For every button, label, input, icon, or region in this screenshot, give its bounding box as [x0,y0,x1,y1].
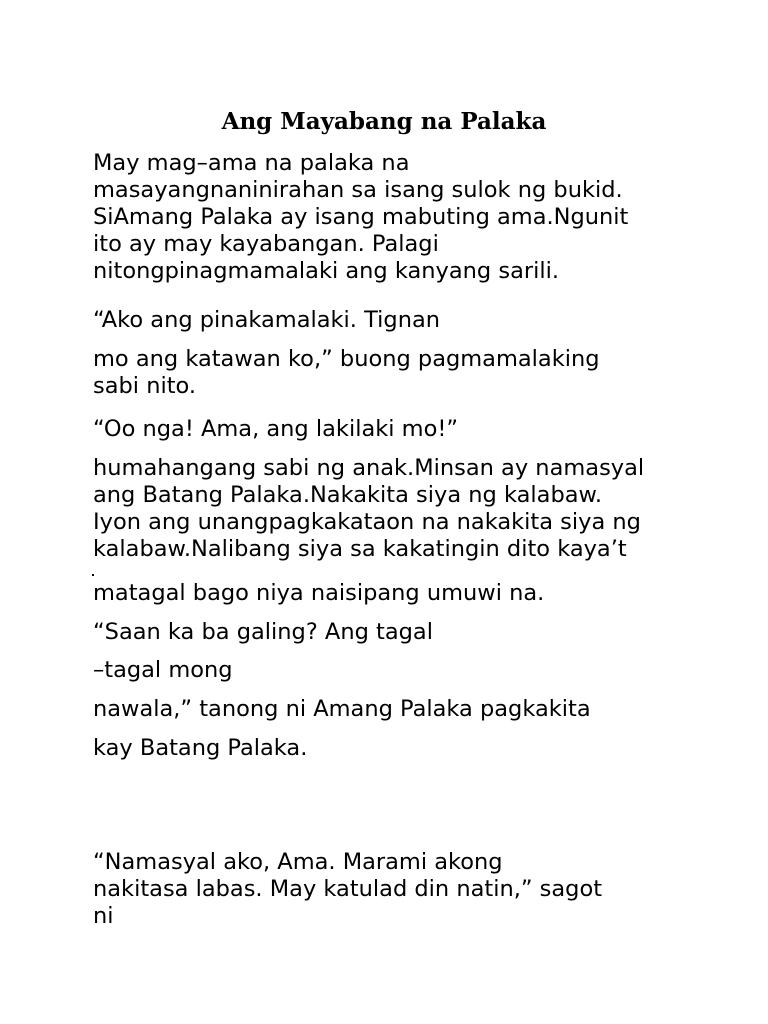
text-line: masayangnaninirahan sa isang sulok ng bukid. [93,177,623,203]
text-line: “Namasyal ako, Ama. Marami akong [93,849,503,875]
text-line: humahangang sabi ng anak.Minsan ay namasyal [93,455,645,481]
paragraph-6 [93,580,733,607]
text-line: May mag–ama na palaka na [93,150,410,176]
text-line: ang Batang Palaka.Nakakita siya ng kalabaw. [93,482,602,508]
paragraph-10 [93,735,733,762]
paragraph-4 [93,416,733,443]
text-line: mo ang katawan ko,” buong pagmamalaking [93,346,600,372]
document-title: Ang Mayabang na Palaka [221,108,547,135]
text-line: Iyon ang unangpagkakataon na nakakita siya ng [93,509,641,535]
paragraph-5 [93,455,733,563]
text-line: –tagal mong [93,657,233,683]
text-line: nitongpinagmamalaki ang kanyang sarili. [93,258,560,284]
text-line: ni [93,903,114,929]
text-line: nawala,” tanong ni Amang Palaka pagkakita [93,696,591,722]
text-line: kalabaw.Nalibang siya sa kakatingin dito kaya’t [93,536,627,562]
text-line: “Saan ka ba galing? Ang tagal [93,619,433,645]
text-line: ito ay may kayabangan. Palagi [93,231,439,257]
text-line: kay Batang Palaka. [93,735,308,761]
text-line: SiAmang Palaka ay isang mabuting ama.Ngunit [93,204,629,230]
text-line: “Oo nga! Ama, ang lakilaki mo!” [93,416,459,442]
paragraph-11 [93,849,733,930]
text-line: sabi nito. [93,373,197,399]
paragraph-3 [93,346,733,400]
text-line: nakitasa labas. May katulad din natin,” sagot [93,876,603,902]
paragraph-2 [93,307,733,334]
paragraph-9 [93,696,733,723]
text-line: “Ako ang pinakamalaki. Tignan [93,307,441,333]
stray-mark [92,574,94,576]
paragraph-8 [93,657,733,684]
paragraph-1 [93,150,733,285]
paragraph-7 [93,619,733,646]
text-line: matagal bago niya naisipang umuwi na. [93,580,545,606]
